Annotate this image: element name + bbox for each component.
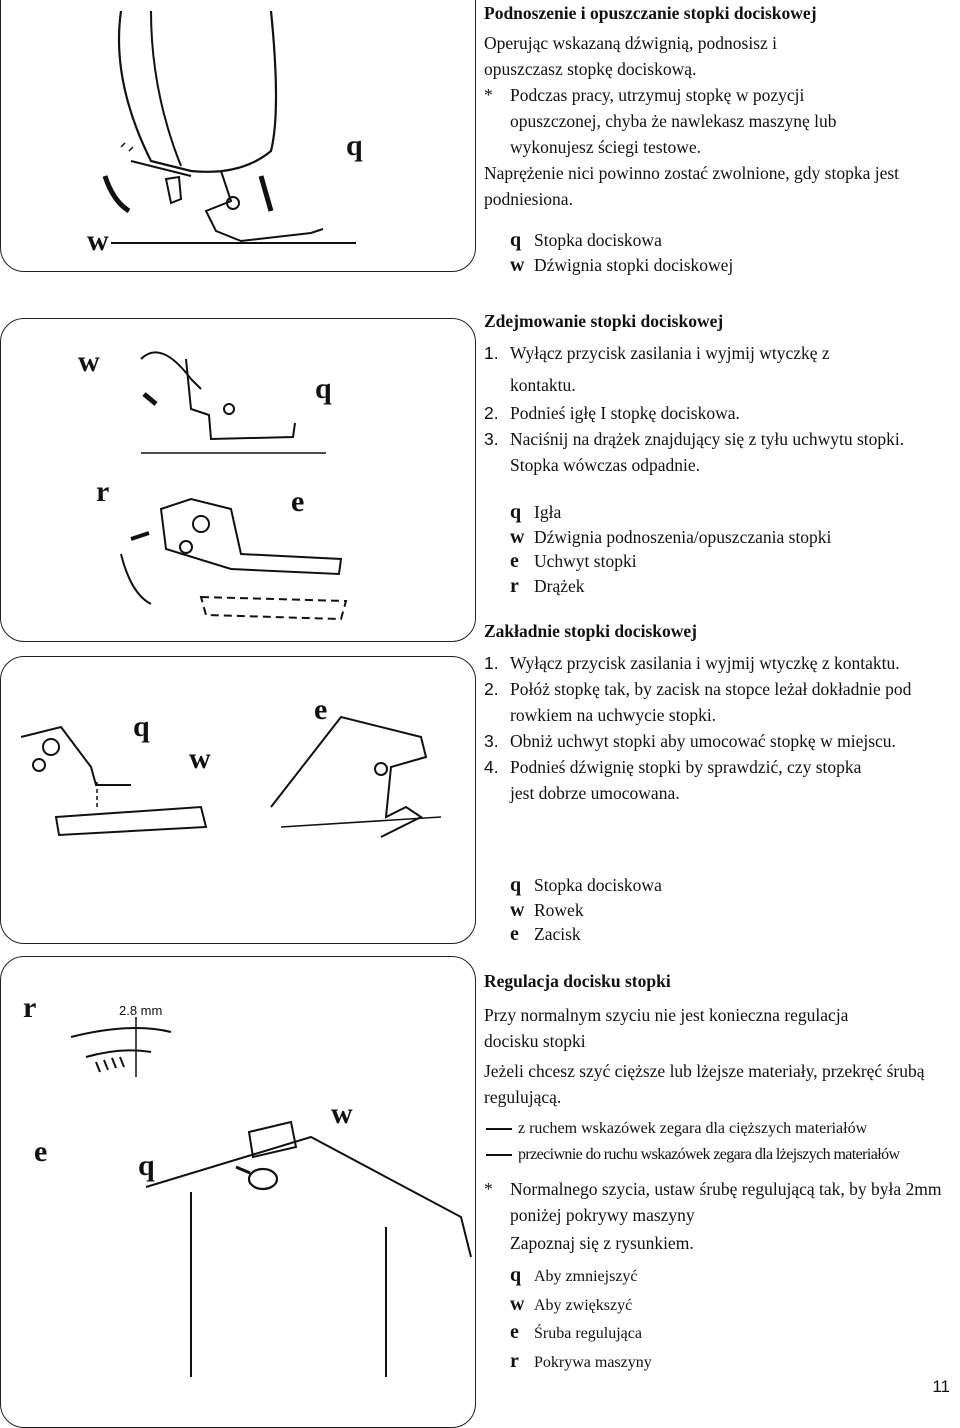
- figure-pressure-adjust: [0, 956, 476, 1428]
- step-text: Wyłącz przycisk zasilania i wyjmij wtyczkę z: [510, 343, 830, 363]
- label-q: q: [346, 129, 363, 162]
- step: [484, 650, 904, 676]
- legend-glyph: e: [510, 550, 519, 572]
- note: [484, 82, 884, 160]
- step-number: 4.: [484, 757, 499, 777]
- label-r: r: [96, 475, 110, 508]
- step-number: 2.: [484, 679, 499, 699]
- legend-item: [510, 898, 662, 923]
- legend-attach: [510, 873, 662, 947]
- label-r: r: [23, 991, 37, 1024]
- step-text: Podnieś dźwignię stopki by sprawdzić, czy stopka jest dobrze umocowana.: [510, 757, 862, 803]
- legend-text: Pokrywa maszyny: [534, 1353, 652, 1371]
- legend-glyph: r: [510, 574, 519, 597]
- legend-item: [510, 500, 831, 525]
- label-w: w: [331, 1097, 353, 1130]
- attach-foot-drawing: [1, 657, 475, 943]
- legend-text: Igła: [534, 502, 562, 522]
- legend-remove: [510, 500, 831, 598]
- legend-text: Dźwignia stopki dociskowej: [534, 254, 734, 275]
- step-cont: kontaktu.: [510, 375, 576, 395]
- legend-item: [510, 253, 733, 278]
- label-e: e: [291, 485, 305, 518]
- label-w: w: [189, 742, 211, 775]
- step: [484, 340, 956, 366]
- step: [484, 426, 914, 478]
- page-number: 11: [932, 1377, 950, 1396]
- legend-item: [510, 1348, 652, 1377]
- label-w: w: [78, 345, 100, 378]
- legend-glyph: q: [510, 229, 522, 251]
- legend-pressure: [510, 1262, 652, 1376]
- legend-text: Śruba regulująca: [534, 1325, 642, 1342]
- legend-item: [510, 525, 831, 550]
- step: [484, 400, 956, 426]
- label-q: q: [133, 710, 150, 743]
- body-text-2: Jeżeli chcesz szyć cięższe lub lżejsze materiały, przekręć śrubą regulującą.: [484, 1061, 925, 1107]
- step-number: 3.: [484, 731, 499, 751]
- label-e: e: [34, 1135, 48, 1168]
- legend-item: [510, 1319, 652, 1348]
- body-text: Operując wskazaną dźwignią, podnosisz i opuszczasz stopkę dociskową.: [484, 33, 778, 79]
- step-text: Wyłącz przycisk zasilania i wyjmij wtyczkę z kontaktu.: [510, 653, 900, 673]
- note-text: Podczas pracy, utrzymuj stopkę w pozycji opuszczonej, chyba że nawlekasz maszynę lub wykonujesz ściegi testowe.: [510, 85, 837, 157]
- direction-clockwise: [484, 1116, 956, 1142]
- note-mark: *: [484, 85, 493, 105]
- label-q: q: [138, 1149, 155, 1182]
- legend-glyph: w: [510, 898, 525, 921]
- legend-text: Aby zmniejszyć: [534, 1268, 638, 1285]
- step: [484, 676, 956, 728]
- step-text: Naciśnij na drążek znajdujący się z tyłu uchwytu stopki. Stopka wówczas odpadnie.: [510, 429, 905, 475]
- step-text: Podnieś igłę I stopkę dociskowa.: [510, 403, 740, 423]
- label-e: e: [314, 693, 328, 726]
- legend-glyph: e: [510, 923, 519, 945]
- remove-foot-drawing: [1, 319, 475, 641]
- section-title: Zakładnie stopki dociskowej: [484, 621, 697, 641]
- label-w: w: [87, 224, 109, 257]
- figure-raise-lower-foot: [0, 0, 476, 272]
- figure-remove-foot: [0, 318, 476, 642]
- note-text-2: Zapoznaj się z rysunkiem.: [510, 1233, 694, 1253]
- legend-text: Rowek: [534, 899, 584, 920]
- step: [484, 754, 884, 806]
- legend-item: [510, 228, 733, 253]
- direction-counterclockwise: [484, 1142, 956, 1168]
- direction-text: z ruchem wskazówek zegara dla cięższych materiałów: [518, 1120, 868, 1137]
- figure-attach-foot: [0, 656, 476, 944]
- note-mark: *: [484, 1179, 493, 1199]
- body-text: Przy normalnym szyciu nie jest konieczna regulacja docisku stopki: [484, 1005, 849, 1051]
- step-text: Obniż uchwyt stopki aby umocować stopkę w miejscu.: [510, 731, 896, 751]
- legend-text: Stopka dociskowa: [534, 230, 662, 250]
- step-number: 1.: [484, 343, 499, 363]
- legend-glyph: e: [510, 1321, 519, 1343]
- section-remove: [484, 308, 956, 478]
- step-number: 2.: [484, 403, 499, 423]
- legend-glyph: q: [510, 874, 522, 896]
- note: [484, 1176, 944, 1228]
- legend-text: Drążek: [534, 575, 585, 596]
- section-attach: [484, 618, 956, 806]
- legend-glyph: w: [510, 525, 525, 548]
- body-text-2: Naprężenie nici powinno zostać zwolnione, gdy stopka jest podniesiona.: [484, 163, 900, 209]
- step-number: 1.: [484, 653, 499, 673]
- presser-foot-lever-drawing: [1, 0, 475, 271]
- legend-text: Uchwyt stopki: [534, 551, 637, 571]
- legend-item: [510, 1291, 652, 1320]
- dash-icon: [486, 1154, 512, 1156]
- legend-glyph: q: [510, 1264, 522, 1286]
- legend-item: [510, 549, 831, 574]
- legend-text: Zacisk: [534, 924, 581, 944]
- legend-glyph: r: [510, 1349, 519, 1372]
- section-title: Podnoszenie i opuszczanie stopki dociskowej: [484, 3, 817, 23]
- dimension-label: 2.8 mm: [119, 1003, 163, 1018]
- legend-text: Dźwignia podnoszenia/opuszczania stopki: [534, 526, 832, 547]
- step: [484, 728, 904, 754]
- legend-text: Stopka dociskowa: [534, 875, 662, 895]
- legend-glyph: w: [510, 1292, 525, 1315]
- step-text: Połóż stopkę tak, by zacisk na stopce leżał dokładnie pod rowkiem na uchwycie stopki.: [510, 679, 912, 725]
- direction-text: przeciwnie do ruchu wskazówek zegara dla lżejszych materiałów: [518, 1146, 900, 1163]
- label-q: q: [315, 372, 332, 405]
- section-title: Regulacja docisku stopki: [484, 971, 671, 991]
- section-raise: [484, 0, 956, 212]
- legend-glyph: w: [510, 253, 525, 276]
- section-pressure: [484, 968, 956, 1256]
- legend-raise: [510, 228, 733, 277]
- legend-item: [510, 574, 831, 599]
- legend-item: [510, 873, 662, 898]
- pressure-dial-drawing: [1, 957, 475, 1427]
- legend-text: Aby zwiększyć: [534, 1296, 633, 1314]
- legend-glyph: q: [510, 501, 522, 523]
- legend-item: [510, 922, 662, 947]
- legend-item: [510, 1262, 652, 1291]
- dash-icon: [486, 1128, 512, 1130]
- note-text: Normalnego szycia, ustaw śrubę regulującą tak, by była 2mm poniżej pokrywy maszyny: [510, 1179, 942, 1225]
- section-title: Zdejmowanie stopki dociskowej: [484, 311, 724, 331]
- step-number: 3.: [484, 429, 499, 449]
